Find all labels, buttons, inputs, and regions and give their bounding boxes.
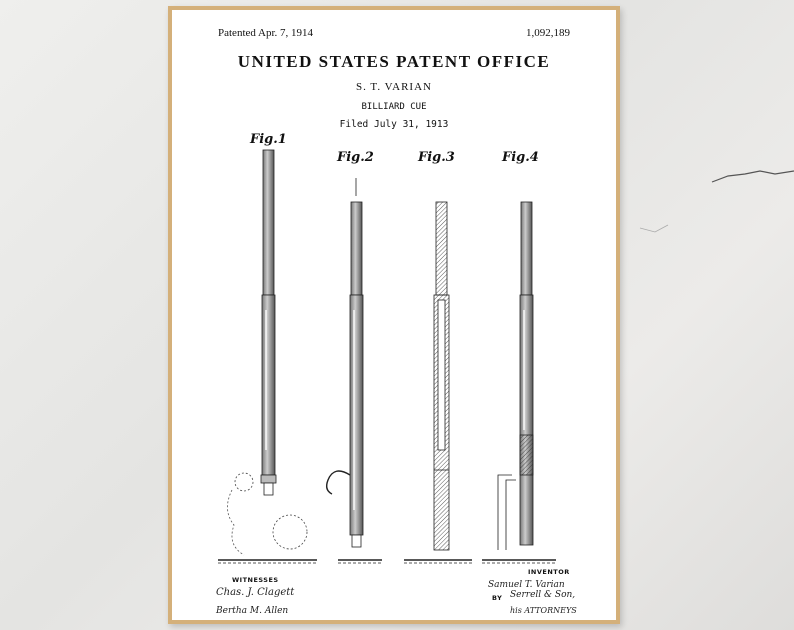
fig4-cue: [482, 202, 556, 563]
fig4-label: Fig.4: [502, 150, 539, 165]
poster-frame: [168, 6, 620, 624]
inventor-label: INVENTOR: [528, 568, 570, 576]
witness-1-signature: Chas. J. Clagett: [216, 587, 295, 598]
filed-date: Filed July 31, 1913: [339, 119, 449, 130]
fig1-cue: [218, 150, 317, 563]
poster-sheet: [172, 10, 616, 620]
inventor-signature: Samuel T. Varian: [488, 580, 565, 590]
fig3-cue: [404, 202, 472, 563]
patent-drawing: [172, 10, 616, 620]
fig2-cue: [327, 178, 382, 563]
invention-title: BILLIARD CUE: [361, 102, 427, 112]
patent-number: 1,092,189: [526, 27, 570, 39]
witnesses-label: WITNESSES: [232, 576, 279, 584]
inventor-name: S. T. VARIAN: [356, 81, 432, 93]
fig2-label: Fig.2: [337, 150, 374, 165]
fig3-label: Fig.3: [418, 150, 455, 165]
attorneys-label: his ATTORNEYS: [510, 606, 577, 615]
fig1-label: Fig.1: [250, 132, 287, 147]
by-label: BY: [492, 594, 503, 602]
poster-title: UNITED STATES PATENT OFFICE: [237, 52, 551, 71]
attorneys-signature: Serrell & Son,: [510, 590, 576, 600]
witness-2-signature: Bertha M. Allen: [216, 606, 289, 616]
patented-date: Patented Apr. 7, 1914: [218, 27, 314, 39]
